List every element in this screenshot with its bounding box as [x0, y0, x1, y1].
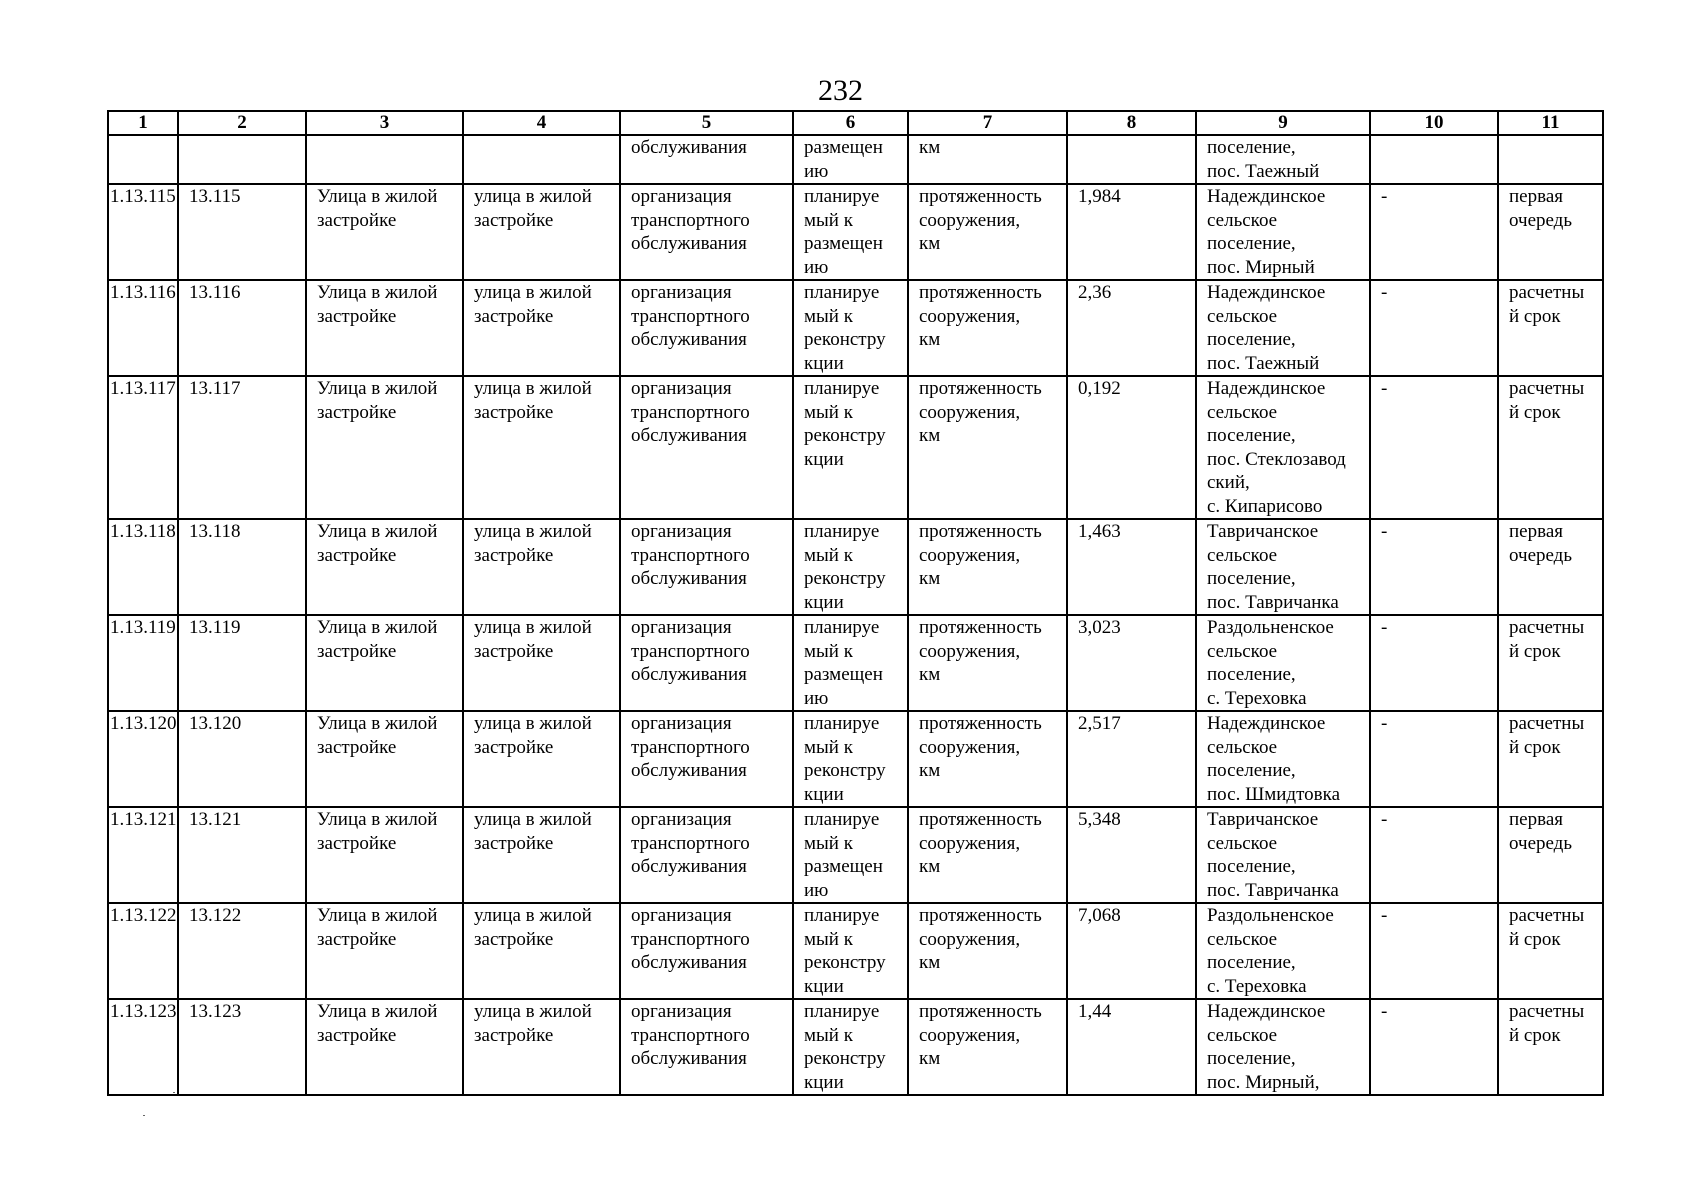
- table-cell-col-10: -: [1370, 807, 1498, 903]
- table-cell-col-7: протяженность сооружения, км: [908, 711, 1067, 807]
- table-cell-col-5: организация транспортного обслуживания: [620, 807, 793, 903]
- table-row: [108, 711, 1603, 807]
- table-cell-col-9: Тавричанское сельское поселение, пос. Тавричанка: [1196, 519, 1370, 615]
- table-cell-col-11: первая очередь: [1498, 184, 1603, 280]
- table-cell-col-10: -: [1370, 519, 1498, 615]
- table-cell-col-2: 13.115: [178, 184, 306, 280]
- column-header-3: 3: [306, 111, 463, 135]
- table-cell-col-9: Надеждинское сельское поселение, пос. Мирный,: [1196, 999, 1370, 1095]
- table-cell-col-4: улица в жилой застройке: [463, 903, 620, 999]
- table-cell-col-2: [178, 135, 306, 184]
- table-cell-col-11: расчетны й срок: [1498, 999, 1603, 1095]
- table-cell-col-3: Улица в жилой застройке: [306, 999, 463, 1095]
- table-cell-col-8: 1,984: [1067, 184, 1196, 280]
- table-cell-col-4: улица в жилой застройке: [463, 376, 620, 519]
- table-cell-col-5: обслуживания: [620, 135, 793, 184]
- table-cell-col-4: улица в жилой застройке: [463, 615, 620, 711]
- table-cell-col-4: [463, 135, 620, 184]
- table-cell-col-9: Раздольненское сельское поселение, с. Тереховка: [1196, 615, 1370, 711]
- header-row: [108, 111, 1603, 135]
- table-cell-col-10: -: [1370, 903, 1498, 999]
- table-cell-col-7: протяженность сооружения, км: [908, 376, 1067, 519]
- table-cell-col-2: 13.118: [178, 519, 306, 615]
- table-cell-col-5: организация транспортного обслуживания: [620, 184, 793, 280]
- column-header-5: 5: [620, 111, 793, 135]
- table-cell-col-10: -: [1370, 280, 1498, 376]
- column-header-1: 1: [108, 111, 178, 135]
- table-cell-col-4: улица в жилой застройке: [463, 999, 620, 1095]
- table-cell-col-6: размещен ию: [793, 135, 908, 184]
- table-cell-col-5: организация транспортного обслуживания: [620, 999, 793, 1095]
- table-cell-col-5: организация транспортного обслуживания: [620, 903, 793, 999]
- table-cell-col-8: [1067, 135, 1196, 184]
- table-cell-col-7: протяженность сооружения, км: [908, 999, 1067, 1095]
- table-cell-col-5: организация транспортного обслуживания: [620, 615, 793, 711]
- table-cell-col-11: [1498, 135, 1603, 184]
- table-cell-col-8: 7,068: [1067, 903, 1196, 999]
- table-cell-col-3: Улица в жилой застройке: [306, 184, 463, 280]
- table-cell-col-6: планируе мый к реконстру кции: [793, 519, 908, 615]
- table-cell-col-11: расчетны й срок: [1498, 711, 1603, 807]
- table-cell-col-8: 0,192: [1067, 376, 1196, 519]
- table-cell-col-7: протяженность сооружения, км: [908, 280, 1067, 376]
- table-cell-col-1: 1.13.123: [108, 999, 178, 1095]
- table-cell-col-1: 1.13.118: [108, 519, 178, 615]
- table-cell-col-11: расчетны й срок: [1498, 280, 1603, 376]
- table-cell-col-1: 1.13.122: [108, 903, 178, 999]
- table-cell-col-2: 13.116: [178, 280, 306, 376]
- column-header-7: 7: [908, 111, 1067, 135]
- table-cell-col-9: Надеждинское сельское поселение, пос. Стеклозавод ский, с. Кипарисово: [1196, 376, 1370, 519]
- table-row: [108, 999, 1603, 1095]
- table-cell-col-3: Улица в жилой застройке: [306, 519, 463, 615]
- page-number: 232: [818, 74, 863, 107]
- table-cell-col-1: [108, 135, 178, 184]
- table-cell-col-9: Надеждинское сельское поселение, пос. Мирный: [1196, 184, 1370, 280]
- table-cell-col-1: 1.13.115: [108, 184, 178, 280]
- table-cell-col-3: Улица в жилой застройке: [306, 376, 463, 519]
- table-cell-col-7: протяженность сооружения, км: [908, 184, 1067, 280]
- table-cell-col-3: Улица в жилой застройке: [306, 903, 463, 999]
- table-cell-col-6: планируе мый к реконстру кции: [793, 903, 908, 999]
- table-cell-col-9: Раздольненское сельское поселение, с. Тереховка: [1196, 903, 1370, 999]
- table-cell-col-2: 13.122: [178, 903, 306, 999]
- table-row: [108, 615, 1603, 711]
- table-cell-col-6: планируе мый к размещен ию: [793, 184, 908, 280]
- table-cell-col-10: [1370, 135, 1498, 184]
- column-header-6: 6: [793, 111, 908, 135]
- table-cell-col-4: улица в жилой застройке: [463, 711, 620, 807]
- table-cell-col-10: -: [1370, 615, 1498, 711]
- table-row: [108, 807, 1603, 903]
- table-cell-col-6: планируе мый к реконстру кции: [793, 376, 908, 519]
- column-header-11: 11: [1498, 111, 1603, 135]
- table-cell-col-4: улица в жилой застройке: [463, 807, 620, 903]
- table-row: [108, 280, 1603, 376]
- table-row: [108, 903, 1603, 999]
- table-cell-col-8: 5,348: [1067, 807, 1196, 903]
- table-cell-col-2: 13.123: [178, 999, 306, 1095]
- table-cell-col-11: расчетны й срок: [1498, 903, 1603, 999]
- table-row: [108, 376, 1603, 519]
- table-cell-col-5: организация транспортного обслуживания: [620, 280, 793, 376]
- table-cell-col-7: протяженность сооружения, км: [908, 903, 1067, 999]
- column-header-2: 2: [178, 111, 306, 135]
- table-cell-col-8: 2,36: [1067, 280, 1196, 376]
- table-cell-col-7: протяженность сооружения, км: [908, 807, 1067, 903]
- table-cell-col-9: поселение, пос. Таежный: [1196, 135, 1370, 184]
- table-cell-col-3: Улица в жилой застройке: [306, 615, 463, 711]
- table-cell-col-1: 1.13.119: [108, 615, 178, 711]
- table-cell-col-3: Улица в жилой застройке: [306, 711, 463, 807]
- table-row: [108, 135, 1603, 184]
- column-header-4: 4: [463, 111, 620, 135]
- scan-speck: [143, 1115, 145, 1116]
- table-cell-col-6: планируе мый к реконстру кции: [793, 711, 908, 807]
- table-cell-col-5: организация транспортного обслуживания: [620, 711, 793, 807]
- table-cell-col-8: 1,44: [1067, 999, 1196, 1095]
- table-cell-col-6: планируе мый к реконстру кции: [793, 280, 908, 376]
- table-cell-col-6: планируе мый к размещен ию: [793, 807, 908, 903]
- table-cell-col-9: Надеждинское сельское поселение, пос. Таежный: [1196, 280, 1370, 376]
- table-cell-col-1: 1.13.117: [108, 376, 178, 519]
- table-cell-col-1: 1.13.120: [108, 711, 178, 807]
- table-cell-col-8: 3,023: [1067, 615, 1196, 711]
- table-cell-col-3: Улица в жилой застройке: [306, 280, 463, 376]
- column-header-8: 8: [1067, 111, 1196, 135]
- table-cell-col-10: -: [1370, 711, 1498, 807]
- table-cell-col-1: 1.13.116: [108, 280, 178, 376]
- table-cell-col-8: 2,517: [1067, 711, 1196, 807]
- table-cell-col-7: протяженность сооружения, км: [908, 519, 1067, 615]
- table-cell-col-2: 13.119: [178, 615, 306, 711]
- table-cell-col-4: улица в жилой застройке: [463, 184, 620, 280]
- table-cell-col-1: 1.13.121: [108, 807, 178, 903]
- table-cell-col-4: улица в жилой застройке: [463, 519, 620, 615]
- table-cell-col-8: 1,463: [1067, 519, 1196, 615]
- column-header-10: 10: [1370, 111, 1498, 135]
- table-cell-col-5: организация транспортного обслуживания: [620, 376, 793, 519]
- table-cell-col-2: 13.121: [178, 807, 306, 903]
- scan-speck: [173, 1092, 175, 1093]
- table-cell-col-6: планируе мый к реконстру кции: [793, 999, 908, 1095]
- table-cell-col-3: Улица в жилой застройке: [306, 807, 463, 903]
- table-cell-col-11: первая очередь: [1498, 519, 1603, 615]
- table-row: [108, 184, 1603, 280]
- table-cell-col-2: 13.120: [178, 711, 306, 807]
- table-cell-col-6: планируе мый к размещен ию: [793, 615, 908, 711]
- table-cell-col-11: расчетны й срок: [1498, 376, 1603, 519]
- table-cell-col-4: улица в жилой застройке: [463, 280, 620, 376]
- data-table: [107, 110, 1604, 1096]
- table-cell-col-7: км: [908, 135, 1067, 184]
- table-cell-col-5: организация транспортного обслуживания: [620, 519, 793, 615]
- table-cell-col-10: -: [1370, 376, 1498, 519]
- table-cell-col-10: -: [1370, 184, 1498, 280]
- table-cell-col-11: первая очередь: [1498, 807, 1603, 903]
- table-cell-col-3: [306, 135, 463, 184]
- table-row: [108, 519, 1603, 615]
- table-cell-col-7: протяженность сооружения, км: [908, 615, 1067, 711]
- table-cell-col-9: Надеждинское сельское поселение, пос. Шмидтовка: [1196, 711, 1370, 807]
- table-cell-col-10: -: [1370, 999, 1498, 1095]
- table-cell-col-11: расчетны й срок: [1498, 615, 1603, 711]
- table-cell-col-2: 13.117: [178, 376, 306, 519]
- column-header-9: 9: [1196, 111, 1370, 135]
- table-cell-col-9: Тавричанское сельское поселение, пос. Тавричанка: [1196, 807, 1370, 903]
